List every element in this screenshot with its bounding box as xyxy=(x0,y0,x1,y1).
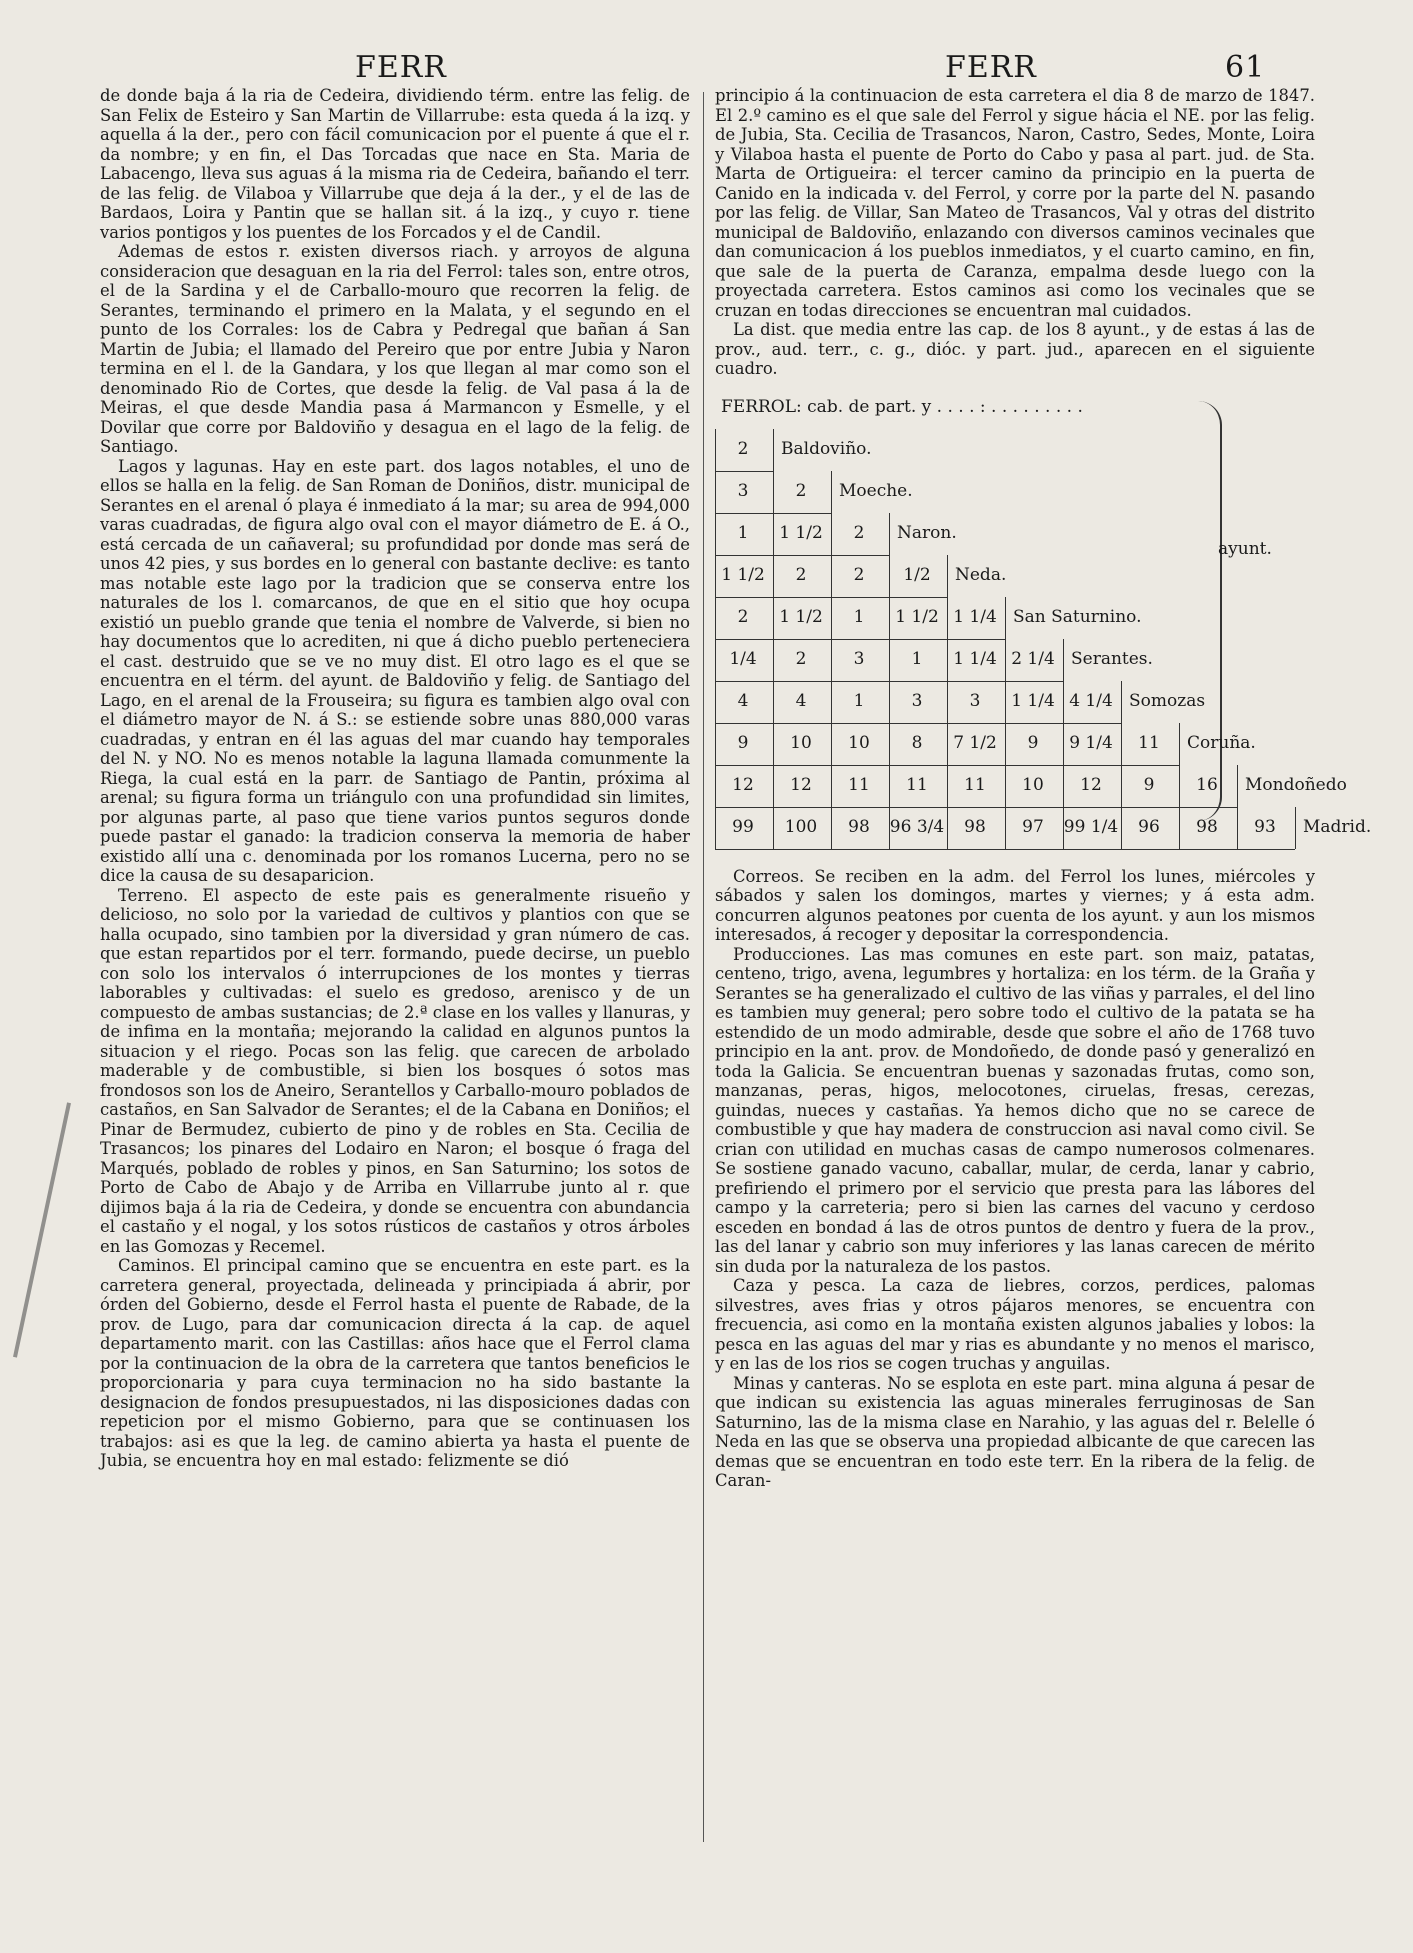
table-cell: 11 xyxy=(964,774,986,795)
table-cell: 4 xyxy=(737,690,749,711)
table-cell: 3 xyxy=(737,480,749,501)
paragraph: Caza y pesca. La caza de liebres, corzos, perdices, palomas silvestres, aves frias y otros pájaros menores, se encuentra con frecuencia, asi como en la montaña existen algunos jabalies y lobos: la pesca en las aguas del mar y rias es abundante y no menos el marisco, y en las de los rios se cogen truchas y anguilas. xyxy=(715,1276,1315,1373)
table-column-rule xyxy=(773,429,774,849)
right-column xyxy=(715,86,1372,1491)
paragraph: Correos. Se reciben en la adm. del Ferrol los lunes, miércoles y sábados y salen los domingos, martes y viernes; y á esta adm. concurren algunos peatones por cuenta de los ayunt. y aun los mismos interesados, á recoger y depositar la correspondencia. xyxy=(715,866,1315,944)
table-cell: 1 xyxy=(853,606,865,627)
table-cell: 96 xyxy=(1138,816,1160,837)
table-cell: 1 1/4 xyxy=(1011,690,1055,711)
column-rule xyxy=(703,92,704,1842)
table-cell: 1 xyxy=(911,648,923,669)
table-cell: 2 xyxy=(795,648,807,669)
table-cell: 99 xyxy=(732,816,754,837)
table-cell: 2 1/4 xyxy=(1011,648,1055,669)
table-heading: FERROL: cab. de part. y . . . . : . . . . . . . . . xyxy=(721,396,1083,417)
table-cell: 1 xyxy=(853,690,865,711)
table-row-rule xyxy=(715,471,773,472)
table-row-rule xyxy=(715,849,1295,850)
table-row-label: Mondoñedo xyxy=(1245,774,1347,795)
paragraph: principio á la continuacion de esta carretera el dia 8 de marzo de 1847. El 2.º camino es el que sale del Ferrol y sigue hácia el NE. por las felig. de Jubia, Sta. Cecilia de Trasancos, Naron, Castro, Sedes, Monte, Loira y Vilaboa hasta el puente de Porto do Cabo y pasa al part. jud. de Sta. Marta de Ortigueira: el tercer camino da principio en la puerta de Canido en la indicada v. del Ferrol, y corre por la parte del N. pasando por las felig. de Villar, San Mateo de Trasancos, Val y otras del distrito municipal de Baldoviño, enlazando con diversos caminos vecinales que dan comunicacion á los pueblos inmediatos, y el cuarto camino, en fin, que sale de la puerta de Caranza, empalma desde luego con la proyectada carretera. Estos caminos asi como los vecinales que se cruzan en todas direcciones se encuentran mal cuidados. xyxy=(715,86,1315,320)
table-cell: 1/2 xyxy=(903,564,931,585)
table-row-label: Moeche. xyxy=(839,480,913,501)
brace-label: ayunt. xyxy=(1218,538,1272,559)
table-cell: 9 xyxy=(737,732,749,753)
table-cell: 9 xyxy=(1027,732,1039,753)
table-row-rule xyxy=(715,639,1005,640)
table-column-rule xyxy=(1295,807,1296,849)
table-cell: 16 xyxy=(1196,774,1218,795)
table-cell: 1 xyxy=(737,522,749,543)
table-cell: 12 xyxy=(1080,774,1102,795)
table-cell: 10 xyxy=(790,732,812,753)
table-row-rule xyxy=(715,723,1121,724)
paragraph: Lagos y lagunas. Hay en este part. dos lagos notables, el uno de ellos se halla en la felig. de San Roman de Doniños, distr. municipal de Serantes en el arenal ó playa é inmediato á la mar; su area de 994,000 varas cuadradas, de figura algo oval con el mayor diámetro de E. á O., está cercada de un cañaveral; su profundidad por donde mas será de unos 42 pies, y sus bordes en lo general con bastante declive: es tanto mas notable este lago por la tradicion que se conserva entre los naturales de los l. comarcanos, de que en el sitio que hoy ocupa existió un pueblo grande que tenia el nombre de Valverde, si bien no hay documentos que lo acrediten, ni que á dicho pueblo perteneciera el cast. destruido que se ve no muy dist. El otro lago es el que se encuentra en el térm. del ayunt. de Baldoviño y felig. de Santiago del Lago, en el arenal de la Frouseira; su figura es tambien algo oval con el diámetro mayor de N. á S.: se estiende sobre unas 880,000 varas cuadradas, y entran en él las aguas del mar cuando hay temporales del N. y NO. No es menos notable la laguna llamada comunmente la Riega, la cual está en la parr. de Santiago de Pantin, próxima al arenal; su figura forma un triángulo con una profundidad sin limites, por algunas parte, al paso que tiene varios puntos seguros donde puede pastar el ganado: la tradicion conserva la memoria de haber existido allí una c. denominada por los romanos Lucerna, pero no se dice la causa de su desaparicion. xyxy=(100,456,690,885)
table-cell: 1 1/2 xyxy=(895,606,939,627)
table-cell: 97 xyxy=(1022,816,1044,837)
table-cell: 10 xyxy=(848,732,870,753)
left-column xyxy=(100,86,690,1471)
table-column-rule xyxy=(715,429,716,849)
table-cell: 2 xyxy=(737,606,749,627)
table-cell: 1 1/2 xyxy=(779,606,823,627)
paragraph: La dist. que media entre las cap. de los 8 ayunt., y de estas á las de prov., aud. terr., c. g., dióc. y part. jud., aparecen en el siguiente cuadro. xyxy=(715,320,1315,378)
table-column-rule xyxy=(1005,597,1006,849)
table-cell: 9 1/4 xyxy=(1069,732,1113,753)
paragraph: Terreno. El aspecto de este pais es generalmente risueño y delicioso, no solo por la variedad de cultivos y plantios con que se halla ocupado, sino tambien por la diversidad y gran número de cas. que estan repartidos por el terr. formando, puede decirse, un pueblo con solo los intervalos ó interrupciones de los montes y tierras laborables y cultivadas: el suelo es gredoso, arenisco y de un compuesto de ambas sustancias; de 2.ª clase en los valles y llanuras, y de infima en la montaña; mejorando la calidad en algunos puntos la situacion y el riego. Pocas son las felig. que carecen de arbolado maderable y de combustible, si bien los bosques ó sotos mas frondosos son los de Aneiro, Serantellos y Carballo-mouro poblados de castaños, en San Salvador de Serantes; el de la Cabana en Doniños; el Pinar de Bermudez, cubierto de pino y de robles en Sta. Cecilia de Trasancos; los pinares del Lodairo en Naron; el bosque ó fraga del Marqués, poblado de robles y pinos, en San Saturnino; los sotos de Porto de Cabo de Abajo y de Arriba en Villarrube junto al r. que dijimos baja á la ria de Cedeira, y donde se encuentra con abundancia el castaño y el nogal, y los sotos rústicos de castaños y otros árboles en las Gomozas y Recemel. xyxy=(100,885,690,1256)
table-cell: 4 1/4 xyxy=(1069,690,1113,711)
table-cell: 2 xyxy=(737,438,749,459)
table-cell: 100 xyxy=(784,816,818,837)
table-column-rule xyxy=(1179,723,1180,849)
table-cell: 7 1/2 xyxy=(953,732,997,753)
paragraph: de donde baja á la ria de Cedeira, dividiendo térm. entre las felig. de San Felix de Esteiro y San Martin de Villarrube: esta queda á la izq. y aquella á la der., pero con fácil comunicacion por el puente á que el r. da nombre; y en fin, el Das Torcadas que nace en Sta. Maria de Labacengo, lleva sus aguas á la misma ria de Cedeira, bañando el terr. de las felig. de Vilaboa y Villarrube que deja á la der., y el de las de Bardaos, Loira y Pantin que se hallan sit. á la izq., y cuyo r. tiene varios pontigos y los puentes de los Forcados y el de Candil. xyxy=(100,86,690,242)
running-head-center: FERR xyxy=(945,50,1037,85)
running-head-left: FERR xyxy=(355,50,447,85)
paragraph: Minas y canteras. No se esplota en este part. mina alguna á pesar de que indican su existencia las aguas minerales ferruginosas de San Saturnino, las de la misma clase en Narahio, y las aguas del r. Belelle ó Neda en las que se observa una propiedad albicante de que carecen las demas que se encuentran en todo este terr. En la ribera de la felig. de Caran- xyxy=(715,1373,1315,1490)
table-column-rule xyxy=(889,513,890,849)
table-cell: 99 1/4 xyxy=(1063,816,1119,837)
table-row-label: Madrid. xyxy=(1303,816,1372,837)
distance-table xyxy=(713,389,1372,859)
brace xyxy=(1198,401,1222,821)
table-cell: 11 xyxy=(1138,732,1160,753)
table-column-rule xyxy=(1063,639,1064,849)
table-cell: 1 1/2 xyxy=(721,564,765,585)
table-cell: 2 xyxy=(853,564,865,585)
table-column-rule xyxy=(831,471,832,849)
table-row-label: San Saturnino. xyxy=(1013,606,1142,627)
paragraph: Ademas de estos r. existen diversos riach. y arroyos de alguna consideracion que desaguan en la ria del Ferrol: tales son, entre otros, el de la Sardina y el de Carballo-mouro que recorren la felig. de Serantes, terminando el primero en la Malata, y el segundo en el punto de los Corrales: los de Cabra y Pedregal que bañan á San Martin de Jubia; el llamado del Pereiro que por entre Jubia y Naron termina en el l. de la Gandara, y los que llegan al mar como son el denominado Rio de Cortes, que desde la felig. de Val pasa á la de Meiras, el que desde Mandia pasa á Marmancon y Esmelle, y el Dovilar que corre por Baldoviño y desagua en el lago de la felig. de Santiago. xyxy=(100,242,690,456)
table-cell: 9 xyxy=(1143,774,1155,795)
table-cell: 12 xyxy=(790,774,812,795)
table-cell: 2 xyxy=(795,564,807,585)
table-row-label: Somozas xyxy=(1129,690,1206,711)
table-cell: 1/4 xyxy=(729,648,757,669)
table-cell: 3 xyxy=(853,648,865,669)
paragraph: Caminos. El principal camino que se encuentra en este part. es la carretera general, proyectada, delineada y principiada á abrir, por órden del Gobierno, desde el Ferrol hasta el puente de Rabade, de la prov. de Lugo, para dar comunicacion directa á la cap. de aquel departamento marit. con las Castillas: años hace que el Ferrol clama por la continuacion de la obra de la carretera que tantos beneficios le proporcionaria y para cuya terminacion no ha sido bastante la designacion de fondos presupuestados, ni las disposiciones dadas con repeticion por el mismo Gobierno, para que se continuasen los trabajos: asi es que la leg. de camino abierta ya hasta el puente de Jubia, se encuentra hoy en mal estado: felizmente se dió xyxy=(100,1256,690,1470)
table-column-rule xyxy=(947,555,948,849)
table-cell: 3 xyxy=(911,690,923,711)
table-column-rule xyxy=(1121,681,1122,849)
table-row-label: Serantes. xyxy=(1071,648,1153,669)
page-number: 61 xyxy=(1225,50,1266,85)
paragraph: Producciones. Las mas comunes en este part. son maiz, patatas, centeno, trigo, avena, legumbres y hortaliza: en los térm. de la Graña y Serantes se ha generalizado el cultivo de las viñas y parrales, el del lino es tambien muy general; pero sobre todo el cultivo de la patata se ha estendido de un modo admirable, desde que sobre el año de 1768 tuvo principio en la ant. prov. de Mondoñedo, de donde pasó y generalizó en toda la Galicia. Se encuentran buenas y sazonadas frutas, como son, manzanas, peras, higos, melocotones, ciruelas, fresas, cerezas, guindas, nueces y castañas. Ya hemos dicho que no se carece de combustible y que hay madera de construccion asi naval como civil. Se crian con utilidad en muchas casas de campo numerosos colmenares. Se sostiene ganado vacuno, caballar, mular, de cerda, lanar y cabrio, prefiriendo el primero por el servicio que presta para las lábores del campo y la carreteria; pero si bien las carnes del vacuno y cerdoso esceden en bondad á las de otros puntos de dentro y fuera de la prov., las del lanar y cabrio son muy inferiores y las lanas carecen de mérito sin duda por la naturaleza de los pastos. xyxy=(715,944,1315,1276)
table-cell: 3 xyxy=(969,690,981,711)
table-column-rule xyxy=(1237,765,1238,849)
table-cell: 1 1/4 xyxy=(953,648,997,669)
table-cell: 1 1/4 xyxy=(953,606,997,627)
table-row-rule xyxy=(715,807,1237,808)
table-cell: 8 xyxy=(911,732,923,753)
table-cell: 2 xyxy=(795,480,807,501)
table-cell: 98 xyxy=(848,816,870,837)
table-cell: 1 1/2 xyxy=(779,522,823,543)
table-row-label: Coruña. xyxy=(1187,732,1256,753)
table-cell: 10 xyxy=(1022,774,1044,795)
table-cell: 96 3/4 xyxy=(889,816,945,837)
table-row-rule xyxy=(715,555,889,556)
table-cell: 12 xyxy=(732,774,754,795)
margin-mark xyxy=(13,1102,71,1357)
table-row-label: Neda. xyxy=(955,564,1007,585)
table-cell: 2 xyxy=(853,522,865,543)
table-cell: 11 xyxy=(848,774,870,795)
table-cell: 98 xyxy=(964,816,986,837)
table-cell: 11 xyxy=(906,774,928,795)
table-cell: 4 xyxy=(795,690,807,711)
table-cell: 98 xyxy=(1196,816,1218,837)
table-row-label: Naron. xyxy=(897,522,957,543)
table-row-label: Baldoviño. xyxy=(781,438,872,459)
table-cell: 93 xyxy=(1254,816,1276,837)
